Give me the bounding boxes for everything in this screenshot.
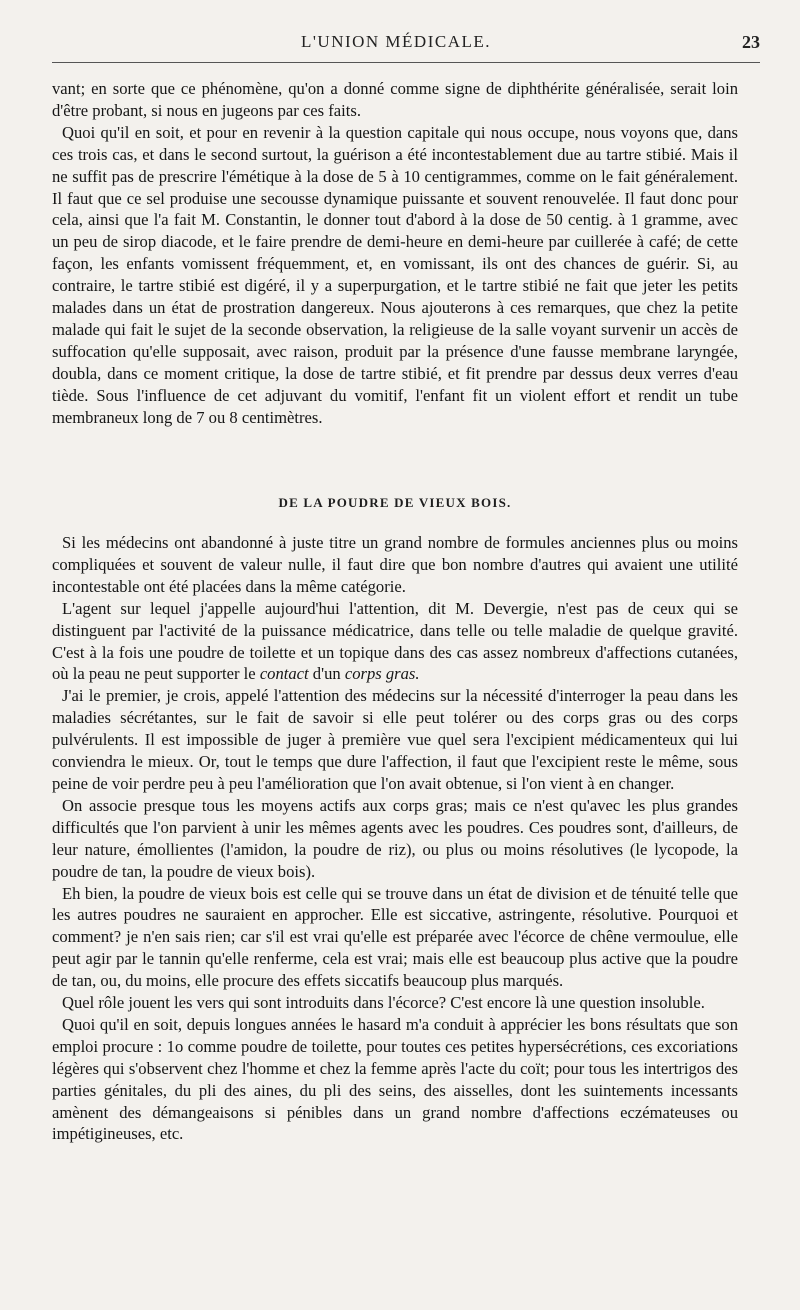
italic-term: contact <box>259 664 309 684</box>
section-heading: DE LA POUDRE DE VIEUX BOIS. <box>278 495 512 510</box>
paragraph: Quoi qu'il en soit, depuis longues années le hasard m'a conduit à apprécier les bons résultats que son emploi procure : 1o comme poudre de toilette, pour toutes ces petites hypersécrétions, ces excoriations légères qui s'observent chez l'homme et chez la femme après l'acte du coït; pour tous les intertrigos des parties génitales, du pli des aines, du pli des seins, des aisselles, dont les suintements incessants amènent des démangeaisons si pénibles dans un grand nombre d'affections eczémateuses ou impétigineuses, etc. <box>52 1014 738 1144</box>
paragraph: vant; en sorte que ce phénomène, qu'on a donné comme signe de diphthérite généralisée, serait loin d'être probant, si nous en jugeons par ces faits. <box>52 79 738 120</box>
running-head <box>52 32 760 56</box>
article-continuation <box>52 78 738 429</box>
paragraph-text: d'un <box>308 664 345 684</box>
section-body <box>52 532 738 1145</box>
header-rule <box>52 62 760 63</box>
paragraph: Quel rôle jouent les vers qui sont introduits dans l'écorce? C'est encore là une question insoluble. <box>62 993 705 1013</box>
paragraph: J'ai le premier, je crois, appelé l'attention des médecins sur la nécessité d'interroger la peau dans les maladies sécrétantes, sur le fait de savoir si elle peut tolérer ou des corps gras ou des corps pulvérulents. Il est impossible de juger à première vue quel sera l'excipient médicamenteux qui lui conviendra le mieux. Or, tout le temps que dure l'affection, il faut que l'excipient reste le même, sous peine de voir perdre peu à peu l'amélioration que l'on avait obtenue, si l'on vient à en changer. <box>52 686 738 793</box>
italic-term: corps gras. <box>344 664 420 684</box>
page-number: 23 <box>742 32 760 52</box>
paragraph: Si les médecins ont abandonné à juste titre un grand nombre de formules anciennes plus ou moins compliquées et souvent de valeur nulle, il faut dire que bon nombre d'autres qui avaient une utilité incontestable ont été placées dans la même catégorie. <box>52 533 738 596</box>
paragraph: Eh bien, la poudre de vieux bois est celle qui se trouve dans un état de division et de ténuité telle que les autres poudres ne sauraient en approcher. Elle est siccative, astringente, résolutive. Pourquoi et comment? je n'en sais rien; car s'il est vrai qu'elle est préparée avec l'écorce de chêne vermoulue, elle peut agir par le tannin qu'elle renferme, cela est vrai; mais elle est beaucoup plus active que la poudre de tan, ou, du moins, elle procure des effets siccatifs beaucoup plus marqués. <box>52 883 738 991</box>
paragraph <box>52 598 738 686</box>
paragraph: On associe presque tous les moyens actifs aux corps gras; mais ce n'est qu'avec les plus grandes difficultés que l'on parvient à unir les mêmes agents avec les poudres. Ces poudres sont, d'ailleurs, de leur nature, émollientes (l'amidon, la poudre de riz), ou plus ou moins résolutives (le lycopode, la poudre de tan, la poudre de vieux bois). <box>52 795 738 881</box>
paragraph-text: L'agent sur lequel j'appelle aujourd'hui l'attention, dit M. Devergie, n'est pas de ceux qui se distinguent par l'activité de la puissance médicatrice, dans telle ou telle maladie de quelque gravité. C'est à la fois une poudre de toilette et un topique dans des cas assez nombreux d'affections cutanées, où la peau ne peut supporter le <box>52 598 738 684</box>
paragraph: Quoi qu'il en soit, et pour en revenir à la question capitale qui nous occupe, nous voyons que, dans ces trois cas, et dans le second surtout, la guérison a été incontestablement due au tartre stibié. Mais il ne suffit pas de prescrire l'émétique à la dose de 5 à 10 centigrammes, comme on le fait généralement. Il faut que ce sel produise une secousse dynamique puissante et souvent renouvelée. Il faut donc pour cela, ainsi que l'a fait M. Constantin, le donner tout d'abord à la dose de 50 centig. à 1 gramme, avec un peu de sirop diacode, et le faire prendre de demi-heure en demi-heure par cuillerée à café; de cette façon, les enfants vomissent fréquemment, et, en vomissant, ils ont des chances de guérir. Si, au contraire, le tartre stibié est digéré, il y a superpurgation, et le tartre stibié ne fait que jeter les petits malades dans un état de prostration dangereux. Nous ajouterons à ces remarques, que chez la petite malade qui fait le sujet de la seconde observation, la religieuse de la salle voyant survenir un accès de suffocation qu'elle supposait, avec raison, produit par la présence d'une fausse membrane laryngée, doubla, dans ce moment critique, la dose de tartre stibié, et fit prendre par dessus deux verres d'eau tiède. Sous l'influence de cet adjuvant du vomitif, l'enfant fit un violent effort et rendit un tube membraneux long de 7 ou 8 centimètres. <box>52 122 738 427</box>
journal-title: L'UNION MÉDICALE. <box>300 32 492 51</box>
